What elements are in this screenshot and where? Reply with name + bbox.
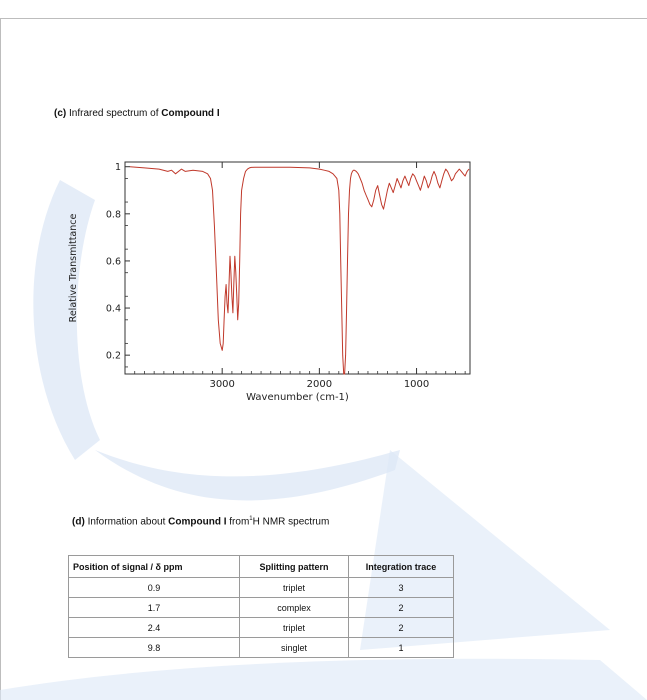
x-tick-label: 1000 — [403, 379, 430, 390]
section-d-sup: 1 — [249, 516, 253, 522]
nmr-cell-integration: 2 — [349, 598, 454, 618]
nmr-cell-splitting: singlet — [240, 638, 349, 658]
plot-frame — [125, 162, 470, 374]
y-axis-label: Relative Transmittance — [68, 213, 79, 323]
y-tick-label: 0.2 — [105, 350, 121, 362]
nmr-cell-splitting: triplet — [240, 578, 349, 598]
y-tick-label: 1 — [114, 162, 121, 174]
nmr-header-position: Position of signal / δ ppm — [69, 556, 240, 578]
ir-spectrum-chart — [60, 150, 480, 415]
x-tick-label: 3000 — [209, 379, 235, 390]
table-row — [69, 578, 454, 598]
section-d-prefix: (d) — [72, 516, 85, 528]
watermark-bottom-band — [0, 659, 647, 700]
nmr-header-splitting: Splitting pattern — [240, 556, 349, 578]
x-axis-label: Wavenumber (cm-1) — [246, 392, 349, 403]
section-c-heading — [54, 108, 220, 119]
nmr-cell-splitting: triplet — [240, 618, 349, 638]
nmr-cell-splitting: complex — [240, 598, 349, 618]
nmr-cell-integration: 2 — [349, 618, 454, 638]
nmr-cell-integration: 1 — [349, 638, 454, 658]
y-tick-label: 0.6 — [105, 256, 121, 268]
x-tick-label: 2000 — [306, 379, 333, 390]
spectrum-series-line — [130, 167, 469, 374]
section-d-heading — [72, 516, 329, 527]
section-d-text: Information about — [87, 516, 166, 528]
nmr-cell-position: 9.8 — [69, 638, 240, 658]
section-c-bold: Compound I — [161, 108, 220, 119]
nmr-cell-position: 1.7 — [69, 598, 240, 618]
section-d-suffix: H NMR spectrum — [252, 516, 330, 528]
nmr-cell-position: 0.9 — [69, 578, 240, 598]
nmr-cell-position: 2.4 — [69, 618, 240, 638]
nmr-cell-integration: 3 — [349, 578, 454, 598]
y-tick-label: 0.4 — [105, 303, 121, 315]
section-d-from: from — [229, 516, 250, 528]
nmr-table — [68, 555, 454, 658]
y-tick-label: 0.8 — [105, 209, 121, 221]
table-row — [69, 638, 454, 658]
section-c-prefix: (c) — [54, 108, 67, 119]
section-d-bold: Compound I — [168, 516, 227, 528]
watermark-swoosh — [95, 450, 400, 500]
nmr-table-header-row — [69, 556, 454, 578]
table-row — [69, 618, 454, 638]
nmr-header-integration: Integration trace — [349, 556, 454, 578]
section-c-text: Infrared spectrum of — [69, 108, 159, 119]
table-row — [69, 598, 454, 618]
